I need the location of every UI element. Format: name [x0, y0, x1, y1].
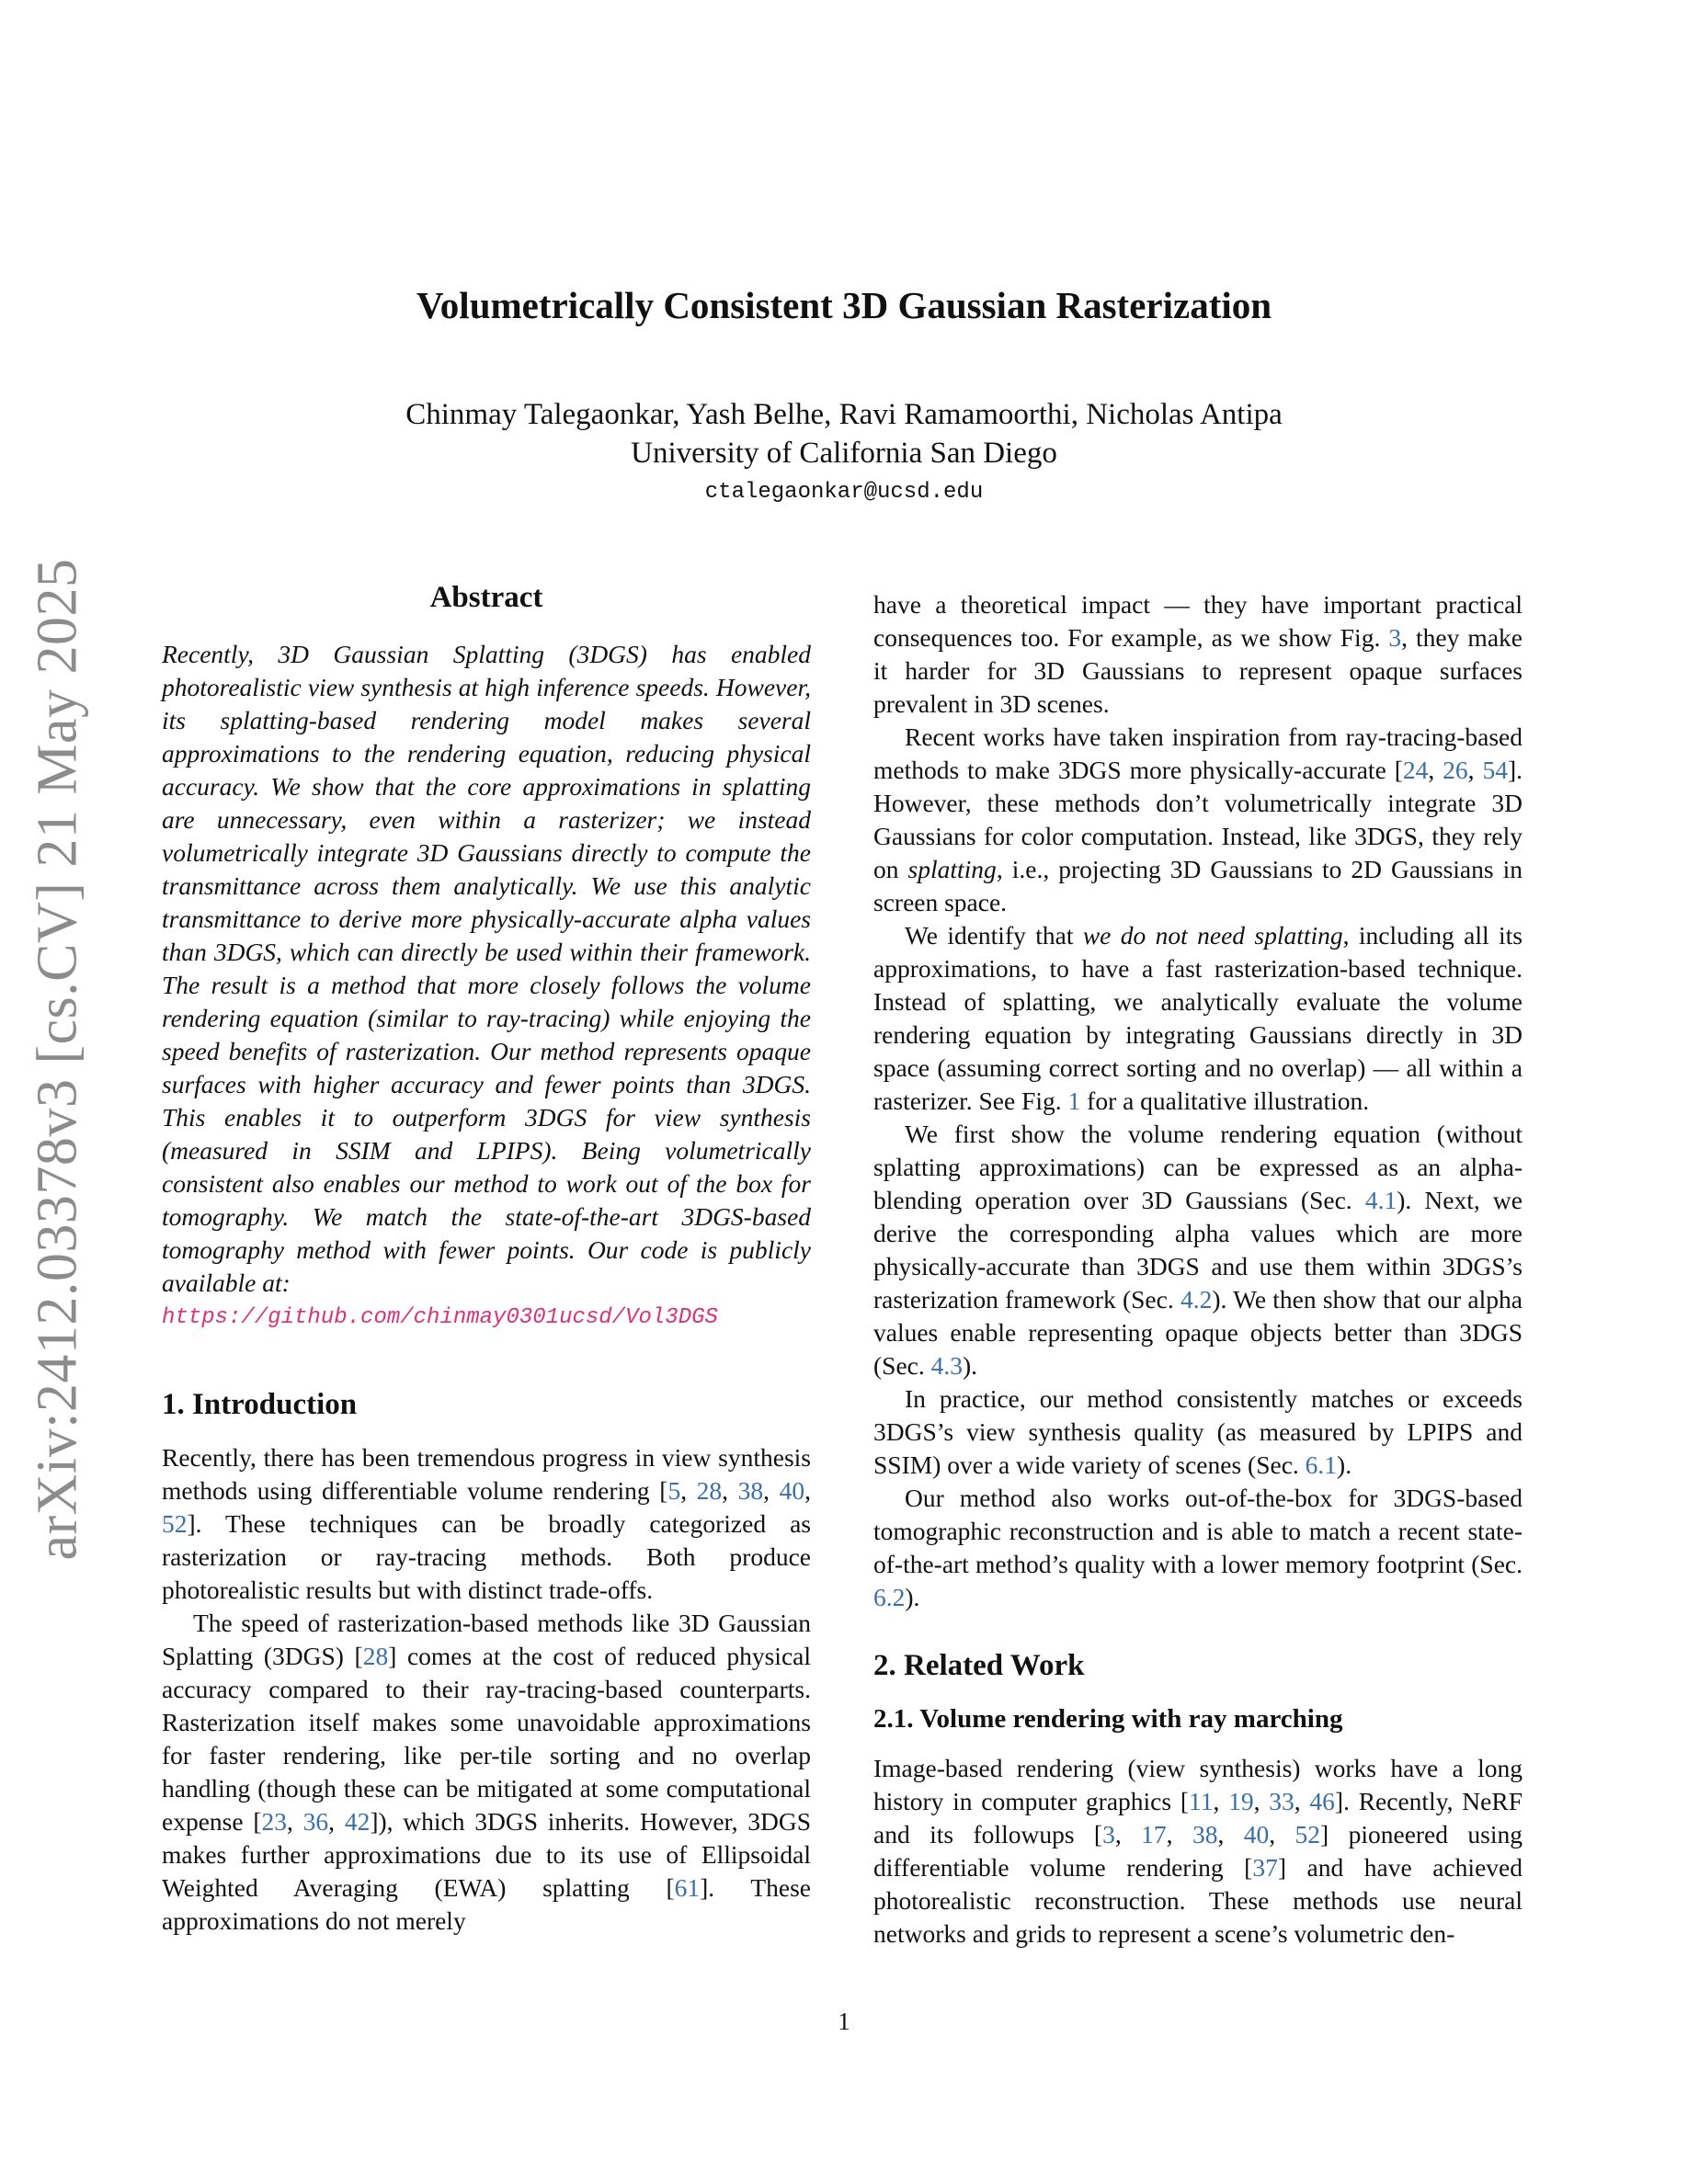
text-run: ]. However, these methods don’t volumetrically integrate 3D Gaussians for color computation. Instead, like 3DGS, they rely on: [873, 756, 1523, 883]
citation-link[interactable]: 28: [362, 1642, 389, 1670]
citation-link[interactable]: 40: [1243, 1820, 1270, 1848]
paper-title: Volumetrically Consistent 3D Gaussian Rasterization: [416, 284, 1272, 326]
citation-link[interactable]: 4.3: [930, 1351, 963, 1380]
text-run: ,: [1217, 1820, 1244, 1848]
text-run: ,: [1253, 1787, 1270, 1815]
citation-link[interactable]: 38: [737, 1476, 764, 1505]
text-run: , including all its approximations, to have a fast rasterization-based technique. Instead of splatting, we analytically evaluate the volume rendering equation by integrating Gaussians directly in 3D space (assuming correct sorting and no overlap) — all within a rasterizer. See Fig.: [873, 921, 1523, 1115]
text-run: ,: [680, 1476, 697, 1505]
citation-link[interactable]: 6.1: [1305, 1450, 1338, 1479]
citation-link[interactable]: 28: [696, 1476, 723, 1505]
text-run: ] comes at the cost of reduced physical accuracy compared to their ray-tracing-based counterparts. Rasterization itself makes some unavoidable approximations for faster rendering, like per-tile sorting and no overlap handling (though these can be mitigated at some computational expense [: [162, 1642, 811, 1836]
text-run: ).: [1337, 1450, 1352, 1479]
citation-link[interactable]: 52: [162, 1509, 188, 1538]
citation-link[interactable]: 4.1: [1364, 1186, 1397, 1214]
citation-link[interactable]: 19: [1228, 1787, 1254, 1815]
citation-link[interactable]: 46: [1309, 1787, 1335, 1815]
emphasis-text: splatting: [907, 855, 997, 883]
citation-link[interactable]: 3: [1388, 623, 1402, 652]
text-run: for a qualitative illustration.: [1080, 1086, 1370, 1115]
text-run: ). We then show that our alpha values enable representing opaque objects better than 3DGS (Sec.: [873, 1285, 1523, 1380]
intro-paragraph-5: [873, 919, 1523, 1118]
text-run: ]. These approximations do not merely: [162, 1873, 812, 1935]
text-run: , i.e., projecting 3D Gaussians to 2D Gaussians in screen space.: [873, 855, 1523, 916]
citation-link[interactable]: 54: [1482, 756, 1508, 784]
text-run: ).: [963, 1351, 978, 1380]
text-run: Recently, there has been tremendous progress in view synthesis methods using differentiable volume rendering [: [162, 1443, 811, 1505]
text-run: Our method also works out-of-the-box for 3DGS-based tomographic reconstruction and is able to match a recent state-of-the-art method’s quality with a lower memory footprint (Sec.: [873, 1484, 1523, 1578]
text-run: In practice, our method consistently matches or exceeds 3DGS’s view synthesis quality (as measured by LPIPS and SSIM) over a wide variety of scenes (Sec.: [873, 1384, 1523, 1479]
text-run: ,: [1114, 1820, 1142, 1848]
author-block: [0, 395, 1688, 472]
intro-paragraph-7: [873, 1382, 1523, 1482]
text-run: ,: [763, 1476, 780, 1505]
citation-link[interactable]: 17: [1141, 1820, 1167, 1848]
intro-paragraph-2: [162, 1607, 811, 1938]
text-run: ,: [1166, 1820, 1192, 1848]
intro-paragraph-6: [873, 1118, 1523, 1382]
text-run: ,: [1294, 1787, 1310, 1815]
text-run: ).: [905, 1583, 920, 1611]
citation-link[interactable]: 36: [302, 1807, 329, 1836]
citation-link[interactable]: 23: [261, 1807, 287, 1836]
citation-link[interactable]: 42: [344, 1807, 371, 1836]
page-number: 1: [838, 2008, 850, 2035]
citation-link[interactable]: 61: [674, 1873, 701, 1902]
citation-link[interactable]: 1: [1067, 1086, 1081, 1115]
text-run: ,: [287, 1807, 303, 1836]
related-paragraph-1: [873, 1752, 1523, 1951]
citation-link[interactable]: 6.2: [873, 1583, 906, 1611]
arxiv-stamp: [7, 557, 108, 1561]
citation-link[interactable]: 37: [1252, 1853, 1278, 1882]
citation-link[interactable]: 24: [1402, 756, 1429, 784]
abstract-text: Recently, 3D Gaussian Splatting (3DGS) has enabled photorealistic view synthesis at high inference speeds. However, its splatting-based rendering model makes several approximations to the rendering equation, reducing physical accuracy. We show that the core approximations in splatting are unnecessary, even within a rasterizer; we instead volumetrically integrate 3D Gaussians directly to compute the transmittance across them analytically. We use this analytic transmittance to derive more physically-accurate alpha values than 3DGS, which can directly be used within their framework. The result is a method that more closely follows the volume rendering equation (similar to ray-tracing) while enjoying the speed benefits of rasterization. Our method represents opaque surfaces with higher accuracy and fewer points than 3DGS. This enables it to outperform 3DGS for view synthesis (measured in SSIM and LPIPS). Being volumetrically consistent also enables our method to work out of the box for tomography. We match the state-of-the-art 3DGS-based tomography method with fewer points. Our code is publicly available at:: [162, 640, 811, 1297]
citation-link[interactable]: 5: [667, 1476, 681, 1505]
citation-link[interactable]: 52: [1295, 1820, 1321, 1848]
intro-paragraph-3: [873, 588, 1523, 721]
citation-link[interactable]: 38: [1192, 1820, 1218, 1848]
text-run: Image-based rendering (view synthesis) works have a long history in computer graphics [: [873, 1754, 1523, 1815]
text-run: ,: [804, 1476, 812, 1505]
citation-link[interactable]: 11: [1189, 1787, 1214, 1815]
section-heading-related-work: 2. Related Work: [873, 1649, 1085, 1682]
intro-paragraph-8: [873, 1482, 1523, 1614]
affiliation: University of California San Diego: [631, 437, 1057, 470]
contact-email: ctalegaonkar@ucsd.edu: [704, 480, 984, 505]
text-run: ,: [1467, 756, 1483, 784]
citation-link[interactable]: 4.2: [1180, 1285, 1213, 1314]
citation-link[interactable]: 3: [1102, 1820, 1115, 1848]
author-list: Chinmay Talegaonkar, Yash Belhe, Ravi Ramamoorthi, Nicholas Antipa: [405, 398, 1283, 431]
right-column: [873, 588, 1523, 1951]
text-run: We first show the volume rendering equation (without splatting approximations) can be expressed as an alpha-blending operation over 3D Gaussians (Sec.: [873, 1120, 1523, 1214]
intro-paragraph-4: [873, 721, 1523, 919]
text-run: ,: [328, 1807, 345, 1836]
abstract-heading: Abstract: [429, 581, 543, 614]
text-run: have a theoretical impact — they have important practical consequences too. For example, as we show Fig.: [873, 590, 1523, 652]
citation-link[interactable]: 26: [1443, 756, 1468, 784]
text-run: ] pioneered using differentiable volume rendering [: [873, 1820, 1523, 1882]
text-run: ,: [722, 1476, 738, 1505]
citation-link[interactable]: 40: [779, 1476, 805, 1505]
arxiv-stamp-text: arXiv:2412.03378v3 [cs.CV] 21 May 2025: [26, 557, 89, 1561]
left-column: [162, 581, 811, 1938]
text-run: ]), which 3DGS inherits. However, 3DGS makes further approximations due to its use of Ellipsoidal Weighted Averaging (EWA) splatting [: [162, 1807, 812, 1902]
emphasis-text: we do not need splatting: [1082, 921, 1343, 950]
text-run: , they make it harder for 3D Gaussians to represent opaque surfaces prevalent in 3D scenes.: [873, 623, 1523, 718]
intro-paragraph-1: [162, 1441, 811, 1607]
text-run: Recent works have taken inspiration from ray-tracing-based methods to make 3DGS more physically-accurate [: [873, 722, 1523, 784]
subsection-heading-ray-marching: 2.1. Volume rendering with ray marching: [873, 1704, 1343, 1734]
section-heading-introduction: 1. Introduction: [162, 1388, 358, 1421]
text-run: ]. These techniques can be broadly categorized as rasterization or ray-tracing methods. Both produce photorealistic results but with distinct trade-offs.: [162, 1509, 811, 1604]
code-link[interactable]: https://github.com/chinmay0301ucsd/Vol3DGS: [162, 1305, 718, 1330]
text-run: ,: [1213, 1787, 1229, 1815]
text-run: We identify that: [905, 921, 1083, 950]
text-run: ] and have achieved photorealistic reconstruction. These methods use neural networks and grids to represent a scene’s volumetric den-: [873, 1853, 1523, 1948]
text-run: ]. Recently, NeRF and its followups [: [873, 1787, 1523, 1848]
text-run: The speed of rasterization-based methods like 3D Gaussian Splatting (3DGS) [: [162, 1609, 811, 1670]
citation-link[interactable]: 33: [1269, 1787, 1295, 1815]
text-run: ,: [1269, 1820, 1295, 1848]
text-run: ,: [1428, 756, 1443, 784]
text-run: ). Next, we derive the corresponding alpha values which are more physically-accurate than 3DGS and use them within 3DGS’s rasterization framework (Sec.: [873, 1186, 1523, 1314]
